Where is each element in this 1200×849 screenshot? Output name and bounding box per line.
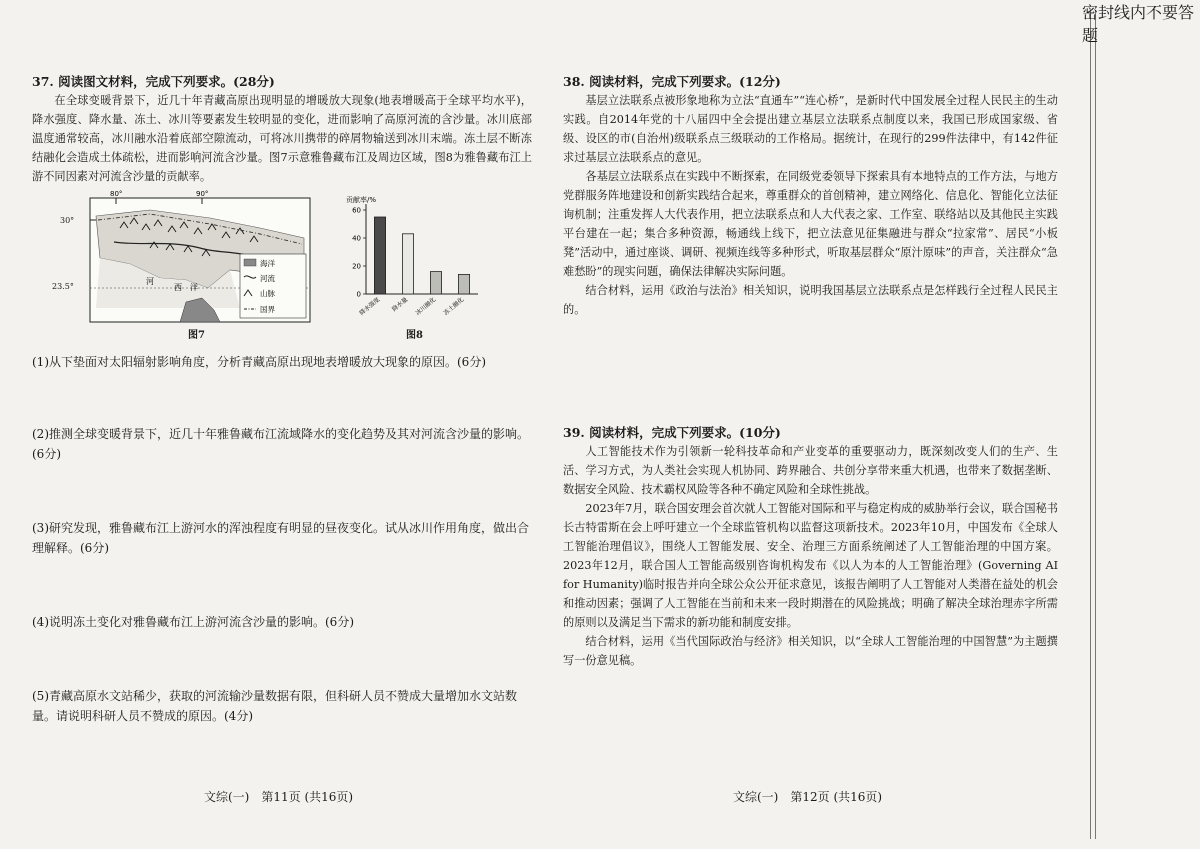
lon-label-80: 80° bbox=[110, 190, 123, 198]
figures-row bbox=[32, 190, 532, 344]
question-37-part-5: (5)青藏高原水文站稀少，获取的河流输沙量数据有限，但科研人员不赞成大量增加水文站数量。请说明科研人员不赞成的原因。(4分) bbox=[32, 689, 518, 723]
legend-ocean-swatch bbox=[244, 259, 256, 266]
map-label-1: 河 bbox=[146, 277, 154, 286]
map-label-3: 洋 bbox=[190, 283, 198, 292]
right-page bbox=[563, 72, 1058, 670]
right-page-footer: 文综(一) 第12页 (共16页) bbox=[733, 790, 883, 804]
question-38-paragraph-1: 基层立法联系点被形象地称为立法“直通车”“连心桥”，是新时代中国发展全过程人民民主的生动实践。自2014年党的十八届四中全会提出建立基层立法联系点制度以来，我国已形成国家级、省级、设区的市(自治州)级联系点三级联动的工作格局。据统计，在现行的299件法律中，有142件征求过基层立法联系点的意见。 bbox=[563, 94, 1058, 164]
left-page-footer: 文综(一) 第11页 (共16页) bbox=[204, 790, 354, 804]
question-37-part-1: (1)从下垫面对太阳辐射影响角度，分析青藏高原出现地表增暖放大现象的原因。(6分) bbox=[32, 355, 486, 369]
chart-y-tick-label: 20 bbox=[352, 262, 361, 271]
chart-category-label: 冻土融化 bbox=[442, 296, 466, 317]
binding-warning-text: 密封线内不要答题 bbox=[1082, 3, 1195, 45]
map-svg bbox=[90, 190, 310, 322]
lon-label-90: 90° bbox=[196, 190, 209, 198]
chart-bar bbox=[430, 272, 441, 294]
question-38-paragraph-2: 各基层立法联系点在实践中不断探索，在同级党委领导下探索具有本地特点的工作方法，与地方党群服务阵地建设和创新实践结合起来，尊重群众的首创精神，建立网络化、信息化、智能化立法征询机制；注重发挥人大代表作用，把立法联系点和人大代表之家、工作室、联络站以及其他民主实践平台建在一起；集合多种资源，畅通线上线下，把立法意见征集融进与群众“拉家常”、居民“小板凳”活动中，通过座谈、调研、视频连线等多种形式，听取基层群众“原汁原味”的声音，关注群众“急难愁盼”的现实问题，确保法律解决实际问题。 bbox=[563, 170, 1058, 278]
legend-river: 河流 bbox=[260, 274, 275, 283]
figure-8-chart bbox=[340, 194, 490, 341]
figure-8-caption: 图8 bbox=[406, 330, 423, 341]
bar-chart-svg bbox=[340, 194, 490, 334]
question-37-part-2: (2)推测全球变暖背景下，近几十年雅鲁藏布江流域降水的变化趋势及其对河流含沙量的影响。(6分) bbox=[32, 427, 530, 461]
legend-mountain: 山脉 bbox=[260, 289, 275, 298]
chart-bar bbox=[374, 217, 385, 294]
map-label-2: 西 bbox=[174, 283, 182, 292]
chart-category-label: 降水强度 bbox=[358, 296, 382, 317]
chart-bar bbox=[402, 234, 413, 294]
chart-bar bbox=[458, 274, 469, 294]
lat-label-30: 30° bbox=[60, 216, 75, 225]
question-39-heading: 39. 阅读材料，完成下列要求。(10分) bbox=[563, 425, 781, 440]
question-37-heading: 37. 阅读图文材料，完成下列要求。(28分) bbox=[32, 74, 275, 89]
question-38-heading: 38. 阅读材料，完成下列要求。(12分) bbox=[563, 74, 781, 89]
question-37-part-4: (4)说明冻土变化对雅鲁藏布江上游河流含沙量的影响。(6分) bbox=[32, 615, 354, 629]
figure-7-map bbox=[52, 190, 310, 341]
left-page bbox=[32, 72, 532, 726]
question-39-paragraph-2: 2023年7月，联合国安理会首次就人工智能对国际和平与稳定构成的威胁举行会议，联合国秘书长古特雷斯在会上呼吁建立一个全球监管机构以监督这项新技术。2023年10月，中国发布《全球人工智能治理倡议》，围绕人工智能发展、安全、治理三方面系统阐述了人工智能治理的中国方案。2023年12月，联合国人工智能高级别咨询机构发布《以人为本的人工智能治理》(Governing AI for Humanity)临时报告并向全球公众公开征求意见，该报告阐明了人工智能对人类潜在益处的机会和推动因素；强调了人工智能在当前和未来一段时期潜在的风险挑战；明确了解决全球治理赤字所需的原则以及满足当下需求的新功能和制度安排。 bbox=[563, 502, 1058, 629]
question-37-material: 在全球变暖背景下，近几十年青藏高原出现明显的增暖放大现象(地表增暖高于全球平均水平)，降水强度、降水量、冻土、冰川等要素发生较明显的变化，进而影响了高原河流的含沙量。冰川底部温度通常较高，冰川融水沿着底部空隙流动，可将冰川携带的碎屑物输送到冰川末端。冻土层不断冻结融化会造成土体疏松，进而影响河流含沙量。图7示意雅鲁藏布江及周边区域，图8为雅鲁藏布江上游不同因素对河流含沙量的贡献率。 bbox=[32, 94, 532, 183]
chart-y-tick-label: 40 bbox=[352, 234, 361, 243]
question-39-paragraph-1: 人工智能技术作为引领新一轮科技革命和产业变革的重要驱动力，既深刻改变人们的生产、生活、学习方式，为人类社会实现人机协同、跨界融合、共创分享带来重大机遇，也带来了数据垄断、数据安全风险、技术霸权风险等各种不确定风险和全球性挑战。 bbox=[563, 445, 1058, 496]
legend-ocean: 海洋 bbox=[260, 259, 275, 268]
question-39-prompt: 结合材料，运用《当代国际政治与经济》相关知识，以“全球人工智能治理的中国智慧”为主题撰写一份意见稿。 bbox=[563, 635, 1058, 667]
map-legend bbox=[240, 254, 306, 318]
legend-border: 国界 bbox=[260, 305, 275, 314]
lat-label-23: 23.5° bbox=[52, 282, 74, 291]
question-38-prompt: 结合材料，运用《政治与法治》相关知识，说明我国基层立法联系点是怎样践行全过程人民民主的。 bbox=[563, 284, 1058, 316]
chart-y-axis-label: 贡献率/% bbox=[346, 196, 377, 204]
chart-category-label: 降水量 bbox=[390, 296, 410, 314]
question-37-part-3: (3)研究发现，雅鲁藏布江上游河水的浑浊程度有明显的昼夜变化。试从冰川作用角度，做出合理解释。(6分) bbox=[32, 521, 530, 555]
answer-space-38 bbox=[563, 319, 1058, 423]
figure-7-caption: 图7 bbox=[188, 330, 205, 341]
chart-y-tick-label: 60 bbox=[352, 206, 361, 215]
chart-category-label: 冰川融化 bbox=[414, 296, 438, 317]
chart-y-tick-label: 0 bbox=[356, 290, 361, 299]
